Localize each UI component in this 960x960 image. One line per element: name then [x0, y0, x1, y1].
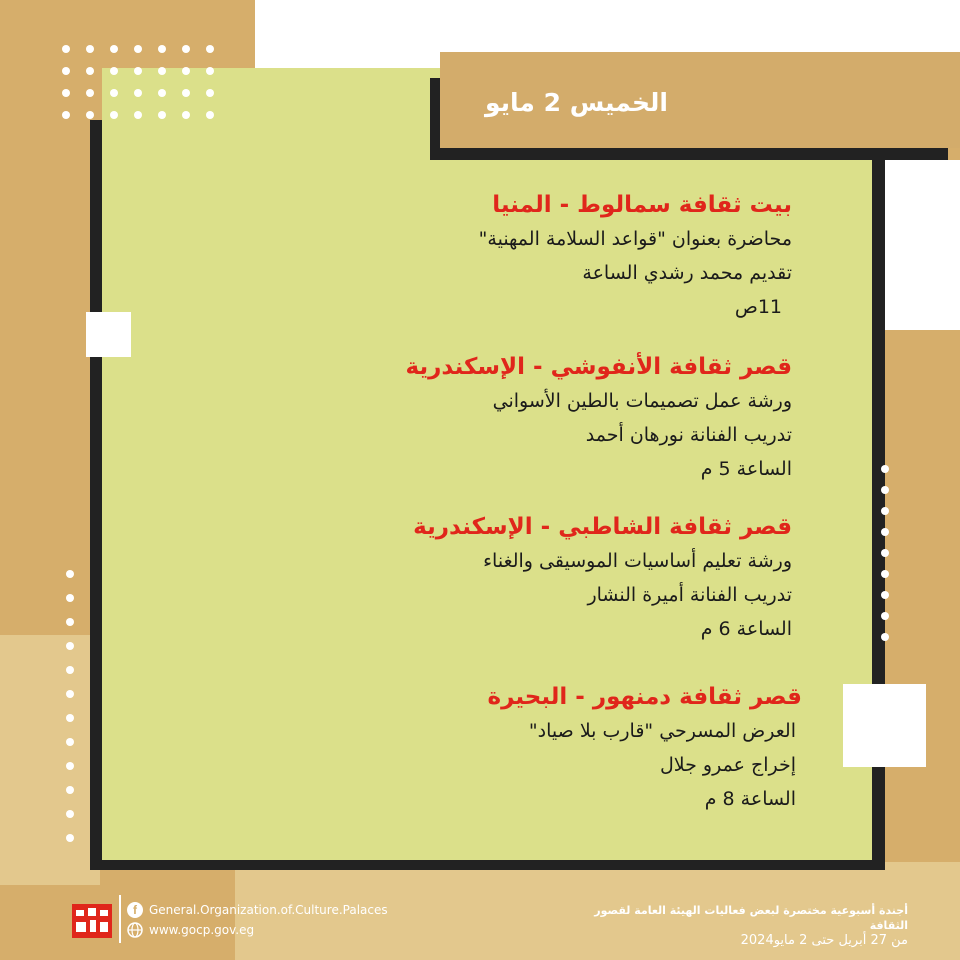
website-link[interactable] [127, 920, 254, 940]
event-time: الساعة 5 م [700, 458, 792, 480]
dot-grid-top-left [62, 45, 230, 133]
event-time: الساعة 8 م [704, 788, 796, 810]
dot-column-left [66, 570, 74, 858]
event-detail: محاضرة بعنوان "قواعد السلامة المهنية" [478, 228, 792, 250]
event-detail: تدريب الفنانة نورهان أحمد [585, 424, 792, 446]
agenda-title: أجندة أسبوعية مختصرة لبعض فعاليات الهيئة العامة لقصور الثقافة [594, 904, 908, 932]
bg-white-right-strip [872, 160, 960, 330]
facebook-handle: General.Organization.of.Culture.Palaces [149, 903, 388, 917]
event-detail: ورشة تعليم أساسيات الموسيقى والغناء [483, 550, 792, 572]
event-detail: تدريب الفنانة أميرة النشار [587, 584, 792, 606]
footer-divider [119, 895, 121, 943]
website-url: www.gocp.gov.eg [149, 923, 255, 937]
header-box [440, 52, 960, 148]
gocp-logo-icon [70, 898, 114, 942]
event-block-2 [232, 350, 792, 486]
event-block-3 [232, 510, 792, 646]
globe-icon [127, 922, 143, 938]
event-venue: قصر ثقافة الأنفوشي - الإسكندرية [405, 354, 792, 380]
white-square-left [86, 312, 131, 357]
date-title: الخميس 2 مايو [484, 88, 668, 117]
event-venue: قصر ثقافة الشاطبي - الإسكندرية [413, 514, 792, 540]
bg-beige-left [0, 635, 100, 885]
event-detail: تقديم محمد رشدي الساعة [582, 262, 792, 284]
event-detail: ورشة عمل تصميمات بالطين الأسواني [492, 390, 792, 412]
agenda-range: من 27 أبريل حتى 2 مايو2024 [740, 933, 908, 948]
event-block-4 [242, 680, 802, 816]
facebook-link[interactable] [127, 900, 388, 920]
agenda-caption [568, 903, 908, 948]
dot-column-right [881, 465, 889, 654]
event-block-1 [232, 188, 792, 324]
event-time: 11ص [734, 296, 782, 318]
event-venue: بيت ثقافة سمالوط - المنيا [492, 192, 792, 218]
event-detail: العرض المسرحي "قارب بلا صياد" [528, 720, 796, 742]
facebook-icon: f [127, 902, 143, 918]
event-time: الساعة 6 م [700, 618, 792, 640]
event-detail: إخراج عمرو جلال [660, 754, 796, 776]
event-venue: قصر ثقافة دمنهور - البحيرة [487, 684, 802, 710]
white-square-right [843, 684, 926, 767]
